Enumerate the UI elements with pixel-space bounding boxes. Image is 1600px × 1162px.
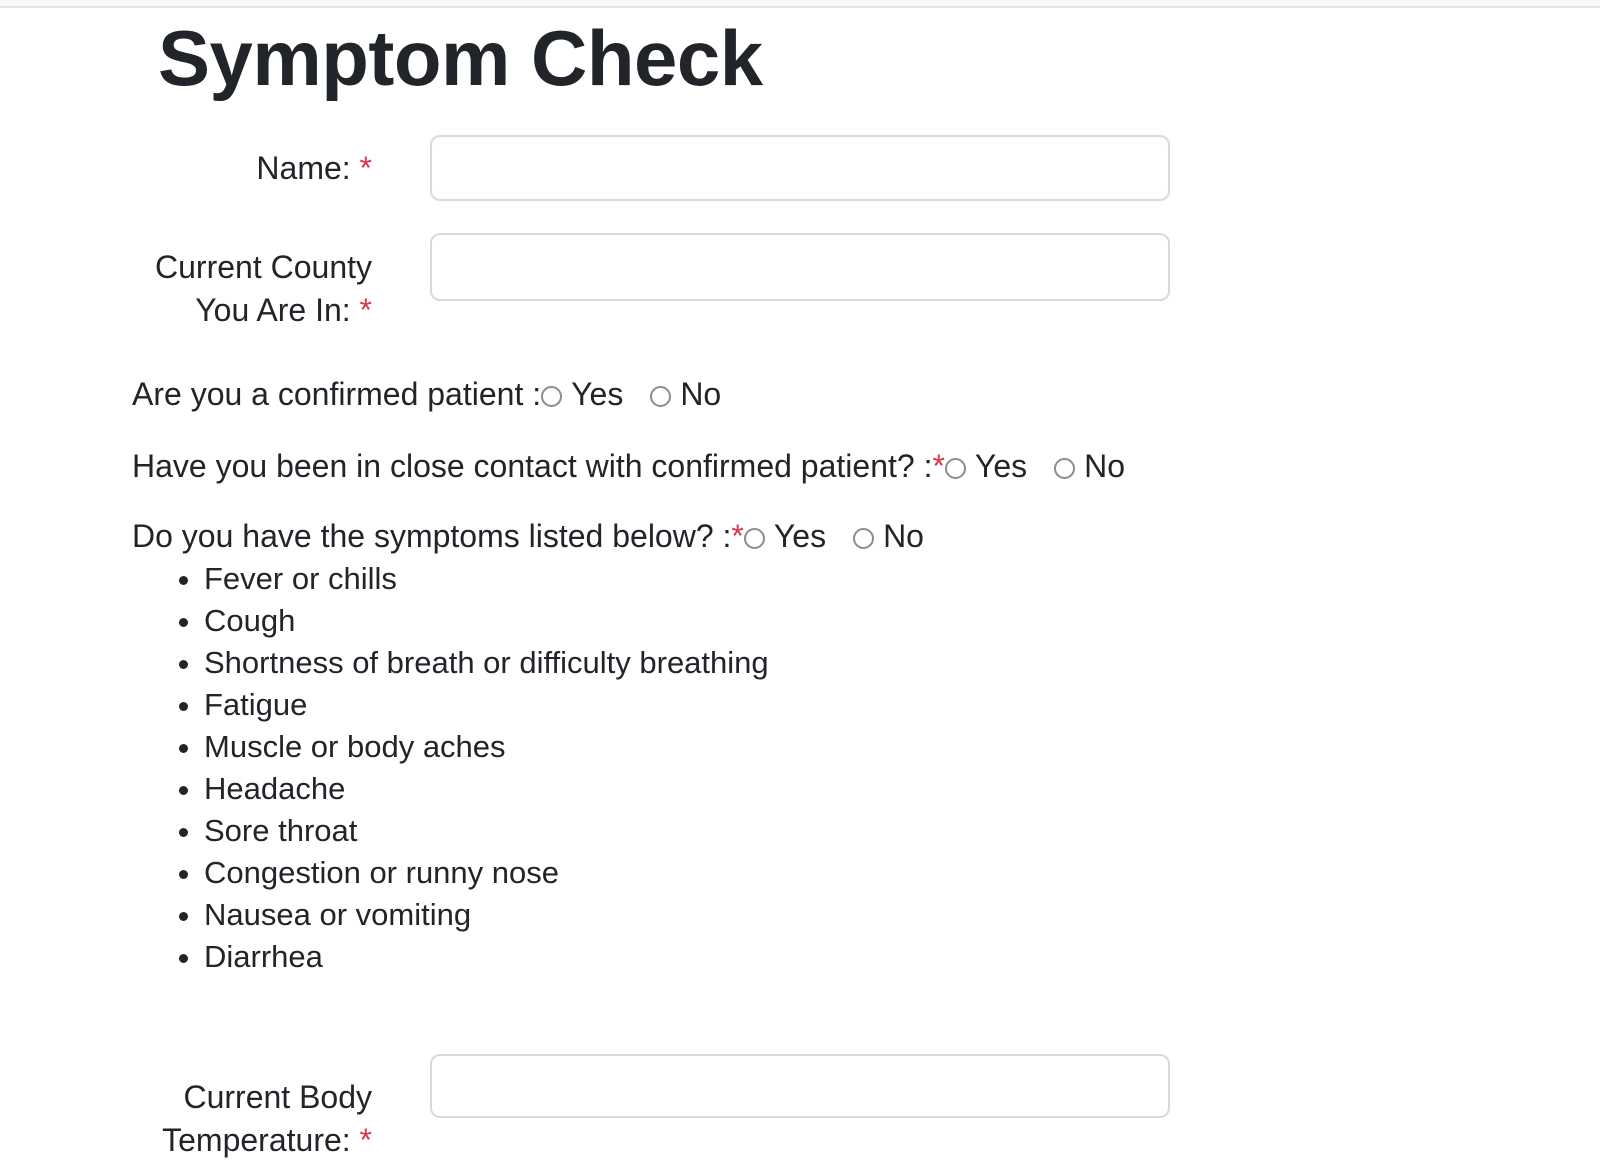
symptom-item: • Cough [204,600,1600,642]
has-symptoms-no-label: No [883,517,924,554]
confirmed-patient-no-label: No [680,375,722,412]
temperature-label-line1: Current Body [183,1078,372,1115]
symptom-list [132,558,1600,978]
page-title: Symptom Check [158,14,763,102]
temperature-label-line2: Temperature: [162,1121,351,1158]
temperature-label [132,1054,372,1162]
county-input-wrap [430,233,1170,301]
confirmed-patient-no-radio[interactable] [650,386,671,407]
has-symptoms-yes-label: Yes [773,517,827,554]
question-has-symptoms-text: Do you have the symptoms listed below? : [132,517,732,554]
question-close-contact [132,444,1600,488]
county-label [132,233,372,332]
symptom-item: • Headache [204,768,1600,810]
required-asterisk: * [731,517,744,554]
question-has-symptoms [132,514,1600,558]
temperature-field-row [132,1054,1600,1162]
symptom-item: • Fever or chills [204,558,1600,600]
symptom-item: • Diarrhea [204,936,1600,978]
close-contact-no-radio[interactable] [1054,458,1075,479]
temperature-input-wrap [430,1054,1170,1118]
symptom-item: • Fatigue [204,684,1600,726]
name-label-text: Name: [256,149,351,186]
close-contact-yes-radio[interactable] [945,458,966,479]
required-asterisk: * [932,447,945,484]
top-bar [0,0,1600,8]
symptom-item: • Nausea or vomiting [204,894,1600,936]
close-contact-no-label: No [1084,447,1126,484]
county-label-line2: You Are In: [195,291,351,328]
symptom-item: • Shortness of breath or difficulty breathing [204,642,1600,684]
required-asterisk: * [359,1121,372,1158]
required-asterisk: * [359,291,372,328]
has-symptoms-yes-radio[interactable] [744,528,765,549]
symptom-item: • Congestion or runny nose [204,852,1600,894]
confirmed-patient-yes-label: Yes [571,375,624,412]
question-confirmed-patient [132,372,1600,416]
county-input[interactable] [430,233,1170,301]
close-contact-yes-label: Yes [974,447,1028,484]
question-close-contact-text: Have you been in close contact with confirmed patient? : [132,447,933,484]
name-input-wrap [430,135,1170,201]
county-field-row [132,233,1600,332]
name-label [132,135,372,190]
symptom-item: • Muscle or body aches [204,726,1600,768]
question-confirmed-patient-text: Are you a confirmed patient : [132,375,542,412]
temperature-input[interactable] [430,1054,1170,1118]
symptom-item: • Sore throat [204,810,1600,852]
name-field-row [132,135,1600,201]
county-label-line1: Current County [155,248,372,285]
name-input[interactable] [430,135,1170,201]
required-asterisk: * [359,149,372,186]
confirmed-patient-yes-radio[interactable] [541,386,562,407]
has-symptoms-no-radio[interactable] [853,528,874,549]
